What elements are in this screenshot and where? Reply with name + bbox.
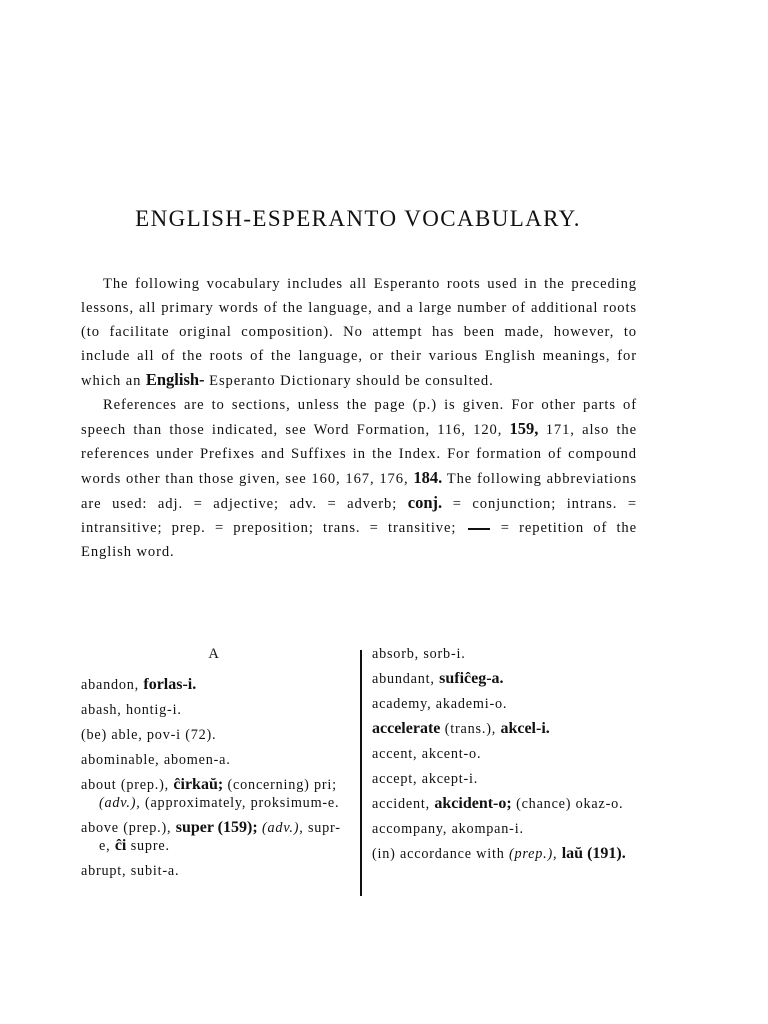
vocabulary-column-left: [81, 645, 347, 887]
list-item: accelerate (trans.), akcel-i.: [372, 720, 550, 737]
vocabulary-column-right: [372, 645, 636, 870]
column-divider: [360, 650, 362, 896]
list-item: academy, akademi-o.: [372, 696, 508, 712]
list-item: abrupt, subit-a.: [81, 863, 180, 879]
page-title: ENGLISH-ESPERANTO VOCABULARY.: [135, 206, 581, 231]
list-item: accident, akcident-o; (chance) okaz-o.: [372, 795, 624, 812]
list-item: about (prep.), ĉirkaŭ; (concerning) pri; (adv.), (approximately, proksimum-e.: [81, 776, 340, 811]
list-item: abash, hontig-i.: [81, 702, 182, 718]
bold-term: English-: [145, 370, 205, 389]
intro-paragraph-2: References are to sections, unless the page (p.) is given. For other parts of speech than those indicated, see Word Formation, 116, 120, 159, 171, also the references under Prefixes and Suffixes in the Index. For formation of compound words other than those given, see 160, 167, 176, 184. The following abbreviations are used: adj. = adjective; adv. = adverb; conj. = conjunction; intrans. = intransitive; prep. = preposition; trans. = transitive; = repetition of the English word.: [81, 397, 637, 560]
list-item: (be) able, pov-i (72).: [81, 727, 217, 743]
section-letter: A: [208, 646, 220, 662]
list-item: accept, akcept-i.: [372, 771, 479, 787]
list-item: abandon, forlas-i.: [81, 676, 197, 693]
intro-text: [81, 272, 637, 564]
list-item: (in) accordance with (prep.), laŭ (191).: [372, 845, 626, 862]
list-item: accompany, akompan-i.: [372, 821, 524, 837]
list-item: above (prep.), super (159); (adv.), supr-e, ĉi supre.: [81, 819, 341, 854]
repetition-dash-icon: [468, 528, 490, 530]
intro-paragraph-1: The following vocabulary includes all Esperanto roots used in the preceding lessons, all primary words of the language, and a large number of additional roots (to facilitate original composition). No attempt has been made, however, to include all of the roots of the language, or their various English meanings, for which an English- Esperanto Dictionary should be consulted.: [81, 276, 637, 389]
list-item: abundant, sufiĉeg-a.: [372, 670, 504, 687]
list-item: abominable, abomen-a.: [81, 752, 231, 768]
list-item: accent, akcent-o.: [372, 746, 482, 762]
list-item: absorb, sorb-i.: [372, 646, 466, 662]
